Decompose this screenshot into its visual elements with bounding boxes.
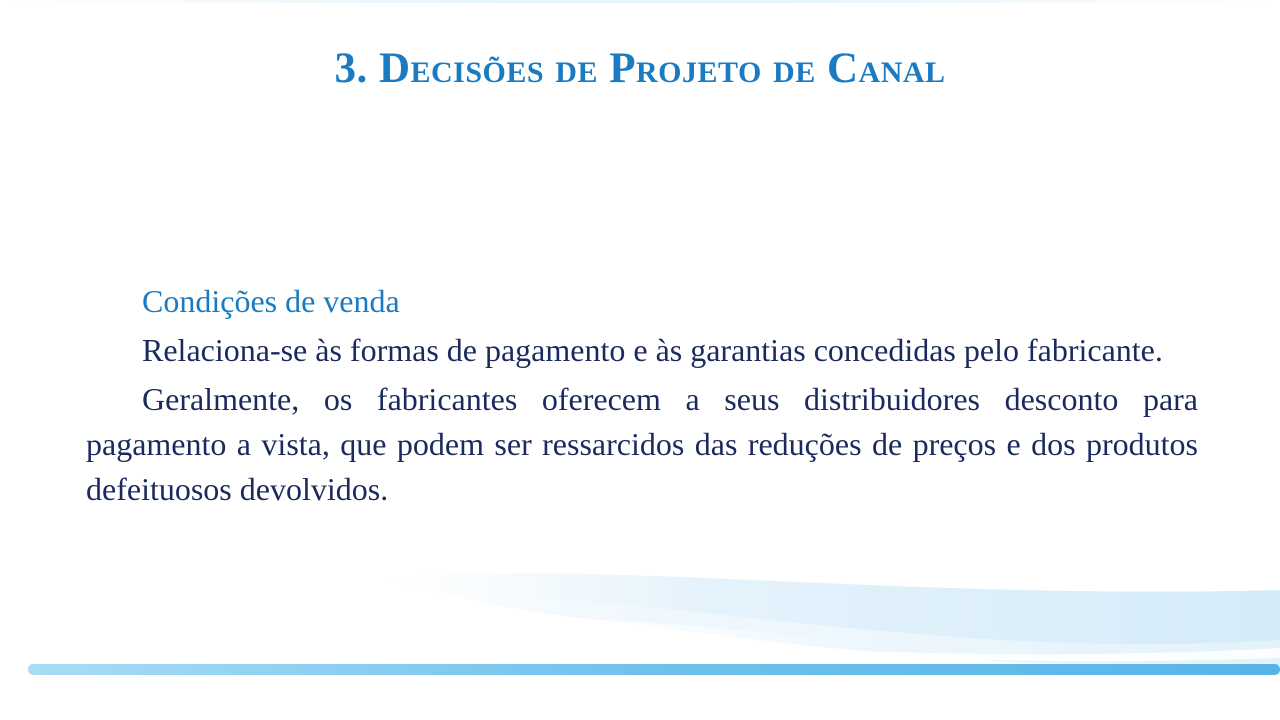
paragraph-payment-terms: Relaciona-se às formas de pagamento e às garantias concedidas pelo fabricante.: [142, 332, 1163, 368]
top-border-line: [0, 0, 1280, 3]
decorative-wave-graphic: [0, 560, 1280, 720]
bottom-accent-bar: [28, 664, 1280, 675]
slide-title: 3. Decisões de Projeto de Canal: [334, 45, 946, 92]
paragraph-discount: Geralmente, os fabricantes oferecem a seus distribuidores desconto para pagamento a vista, que podem ser ressarcidos das reduções de preços e dos produtos defeituosos devolvidos.: [86, 381, 1198, 507]
slide-body: [86, 279, 1198, 516]
section-heading: Condições de venda: [142, 283, 400, 319]
